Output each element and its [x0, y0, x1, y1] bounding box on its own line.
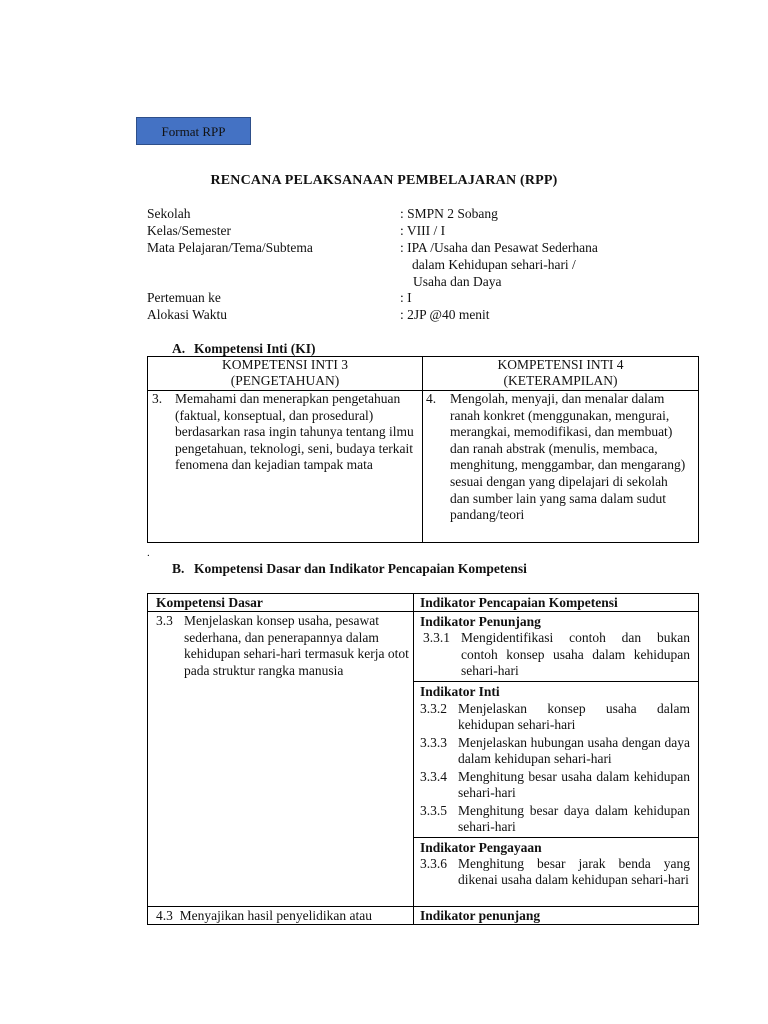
value-sekolah: : SMPN 2 Sobang [400, 206, 498, 221]
inti-cell [414, 681, 699, 837]
value-pertemuan: : I [400, 290, 412, 305]
ki4-header-line1: KOMPETENSI INTI 4 [497, 357, 624, 372]
kd1-text: Menjelaskan konsep usaha, pesawat sederhana, dan penerapannya dalam kehidupan sehari-hari termasuk kerja otot pada struktur rangka manusia [184, 613, 409, 678]
section-a-title: Kompetensi Inti (KI) [194, 341, 316, 356]
kd-table [147, 593, 699, 925]
kd1-number: 3.3 [156, 613, 173, 628]
label-sekolah: Sekolah [147, 206, 191, 221]
value-mata-pelajaran-line3: Usaha dan Daya [413, 274, 502, 289]
section-b-title: Kompetensi Dasar dan Indikator Pencapaian Kompetensi [194, 561, 527, 576]
label-mata-pelajaran: Mata Pelajaran/Tema/Subtema [147, 240, 313, 255]
kd1-cell [148, 612, 414, 907]
ki3-text: Memahami dan menerapkan pengetahuan (faktual, konseptual, dan prosedural) berdasarkan rasa ingin tahunya tentang ilmu pengetahuan, teknologi, seni, budaya terkait fenomena dan kejadian tampak mata [175, 391, 414, 473]
inti-title: Indikator Inti [420, 683, 500, 699]
section-a-letter: A. [172, 341, 186, 356]
ki4-header-line2: (KETERAMPILAN) [503, 373, 618, 388]
ipk-header: Indikator Pencapaian Kompetensi [414, 594, 699, 612]
ki3-number: 3. [152, 391, 163, 406]
ind-332-text: Menjelaskan konsep usaha dalam kehidupan sehari-hari [458, 700, 690, 732]
kd2-cell [148, 906, 414, 924]
ki3-cell [148, 391, 423, 543]
section-b-letter: B. [172, 561, 185, 576]
ki4-header [423, 357, 699, 391]
ind-334-text: Menghitung besar usaha dalam kehidupan sehari-hari [458, 768, 690, 800]
ind-335-num: 3.3.5 [420, 802, 447, 818]
ki3-header [148, 357, 423, 391]
kd2-text: Menyajikan hasil penyelidikan atau [179, 907, 372, 923]
stray-mark: . [147, 547, 150, 559]
ki3-header-line2: (PENGETAHUAN) [230, 373, 340, 388]
ind-333-text: Menjelaskan hubungan usaha dengan daya dalam kehidupan sehari-hari [458, 734, 690, 766]
label-alokasi-waktu: Alokasi Waktu [147, 307, 228, 322]
kd-header: Kompetensi Dasar [148, 594, 414, 612]
ind-336-text: Menghitung besar jarak benda yang dikenai usaha dalam kehidupan sehari-hari [458, 855, 690, 887]
penunjang-title: Indikator Penunjang [420, 614, 541, 629]
value-alokasi-waktu: : 2JP @40 menit [400, 307, 490, 322]
ki4-number: 4. [426, 391, 437, 406]
label-kelas-semester: Kelas/Semester [147, 223, 231, 238]
penunjang-cell [414, 612, 699, 682]
ki4-cell [423, 391, 699, 543]
label-pertemuan: Pertemuan ke [147, 290, 221, 305]
ind-332-num: 3.3.2 [420, 700, 447, 716]
pengayaan-cell [414, 837, 699, 906]
value-mata-pelajaran-line2: dalam Kehidupan sehari-hari / [412, 257, 576, 272]
ki3-header-line1: KOMPETENSI INTI 3 [222, 357, 348, 372]
ind-335-text: Menghitung besar daya dalam kehidupan sehari-hari [458, 802, 690, 834]
ki4-text: Mengolah, menyaji, dan menalar dalam ranah konkret (menggunakan, mengurai, merangkai, memodifikasi, dan membuat) dan ranah abstrak (menulis, membaca, menghitung, menggambar, dan mengarang) sesuai dengan yang dipelajari di sekolah dan sumber lain yang sama dalam sudut pandang/teori [450, 391, 686, 523]
value-mata-pelajaran: : IPA /Usaha dan Pesawat Sederhana [400, 240, 598, 255]
penunjang2-title: Indikator penunjang [414, 906, 699, 924]
format-rpp-label: Format RPP [136, 117, 251, 145]
ind-331-text: Mengidentifikasi contoh dan bukan contoh konsep usaha dalam kehidupan sehari-hari [461, 630, 690, 678]
value-kelas-semester: : VIII / I [400, 223, 446, 238]
pengayaan-title: Indikator Pengayaan [420, 839, 542, 855]
ind-333-num: 3.3.3 [420, 734, 447, 750]
ind-336-num: 3.3.6 [420, 855, 447, 871]
ind-334-num: 3.3.4 [420, 768, 447, 784]
ki-table [147, 356, 699, 543]
document-title: RENCANA PELAKSANAAN PEMBELAJARAN (RPP) [210, 173, 558, 188]
kd2-number: 4.3 [156, 907, 173, 923]
ind-331-num: 3.3.1 [423, 630, 450, 645]
